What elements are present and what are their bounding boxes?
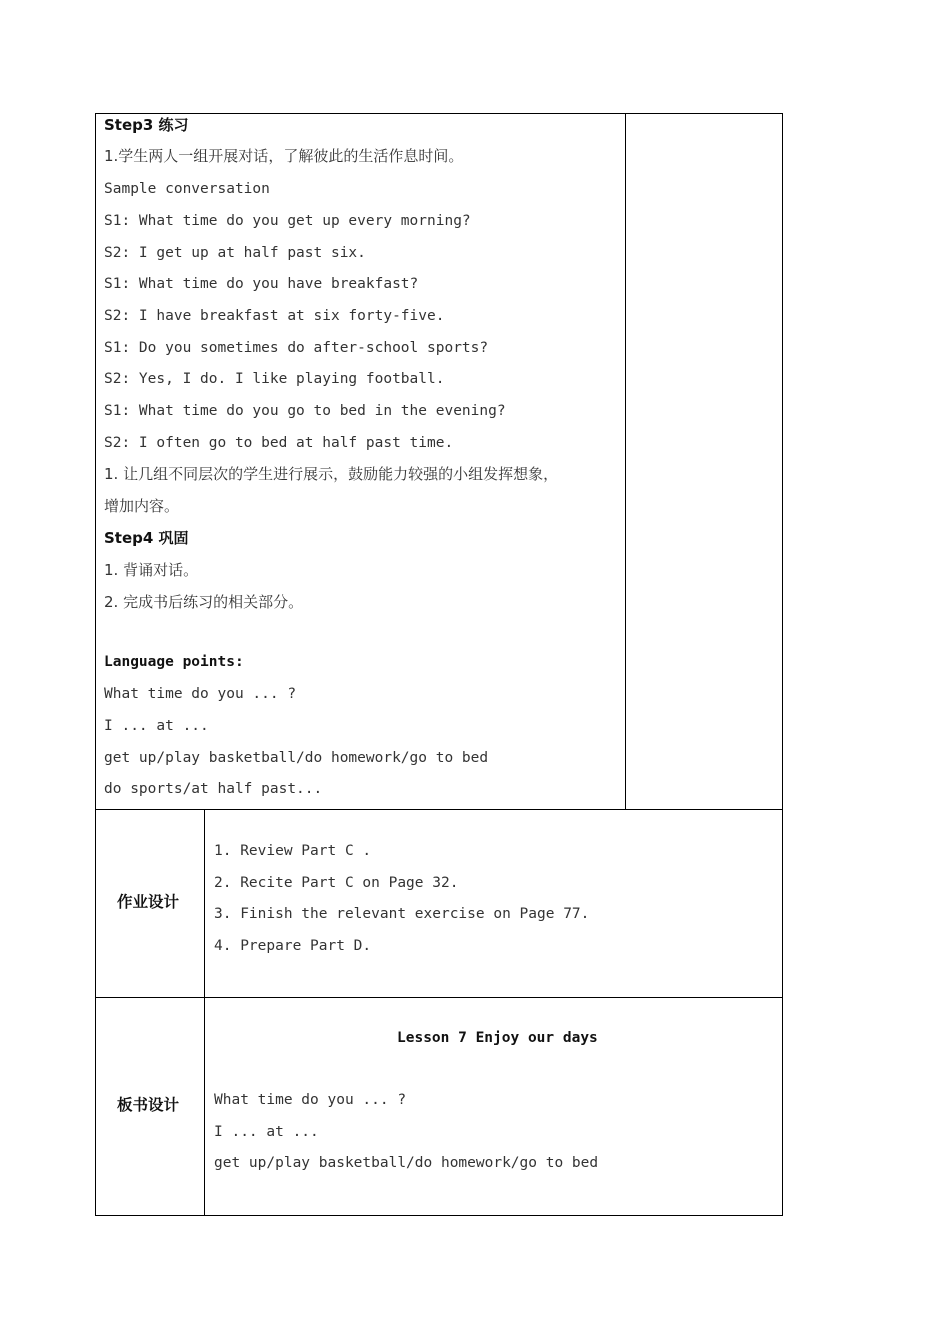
homework-item: 4. Prepare Part D. [214, 938, 372, 954]
board-content-cell [214, 0, 774, 1344]
board-line: I ... at ... [214, 1124, 319, 1140]
language-point-line: do sports/at half past... [104, 781, 323, 797]
homework-item: 1. Review Part C . [214, 843, 372, 859]
step3-line: 1.学生两人一组开展对话，了解彼此的生活作息时间。 [104, 147, 464, 165]
table-border-left [95, 113, 96, 1216]
step3-line: S2: I get up at half past six. [104, 245, 366, 261]
homework-item: 2. Recite Part C on Page 32. [214, 875, 459, 891]
step4-heading: Step4 巩固 [104, 529, 189, 547]
step4-line: 1. 背诵对话。 [104, 561, 199, 579]
step3-line: S1: What time do you have breakfast? [104, 276, 419, 292]
board-line: get up/play basketball/do homework/go to bed [214, 1155, 599, 1171]
homework-item: 3. Finish the relevant exercise on Page 77. [214, 906, 590, 922]
step3-line: S2: I have breakfast at six forty-five. [104, 308, 445, 324]
language-point-line: I ... at ... [104, 718, 209, 734]
board-label: 板书设计 [117, 1096, 180, 1114]
table-border-right [782, 113, 783, 1216]
step3-line: S1: Do you sometimes do after-school sports? [104, 340, 489, 356]
language-points-heading: Language points: [104, 654, 244, 670]
board-title: Lesson 7 Enjoy our days [397, 1030, 598, 1046]
language-point-line: get up/play basketball/do homework/go to bed [104, 750, 489, 766]
step3-line: S1: What time do you go to bed in the evening? [104, 403, 506, 419]
step3-line: 1. 让几组不同层次的学生进行展示，鼓励能力较强的小组发挥想象， [104, 465, 559, 483]
step3-line: 增加内容。 [104, 497, 180, 515]
step3-line: S2: Yes, I do. I like playing football. [104, 371, 445, 387]
step3-line: S2: I often go to bed at half past time. [104, 435, 454, 451]
step3-line: Sample conversation [104, 181, 270, 197]
language-point-line: What time do you ... ? [104, 686, 297, 702]
step3-heading: Step3 练习 [104, 116, 189, 134]
board-line: What time do you ... ? [214, 1092, 407, 1108]
step4-line: 2. 完成书后练习的相关部分。 [104, 593, 304, 611]
homework-label: 作业设计 [117, 893, 180, 911]
step3-line: S1: What time do you get up every morning? [104, 213, 471, 229]
